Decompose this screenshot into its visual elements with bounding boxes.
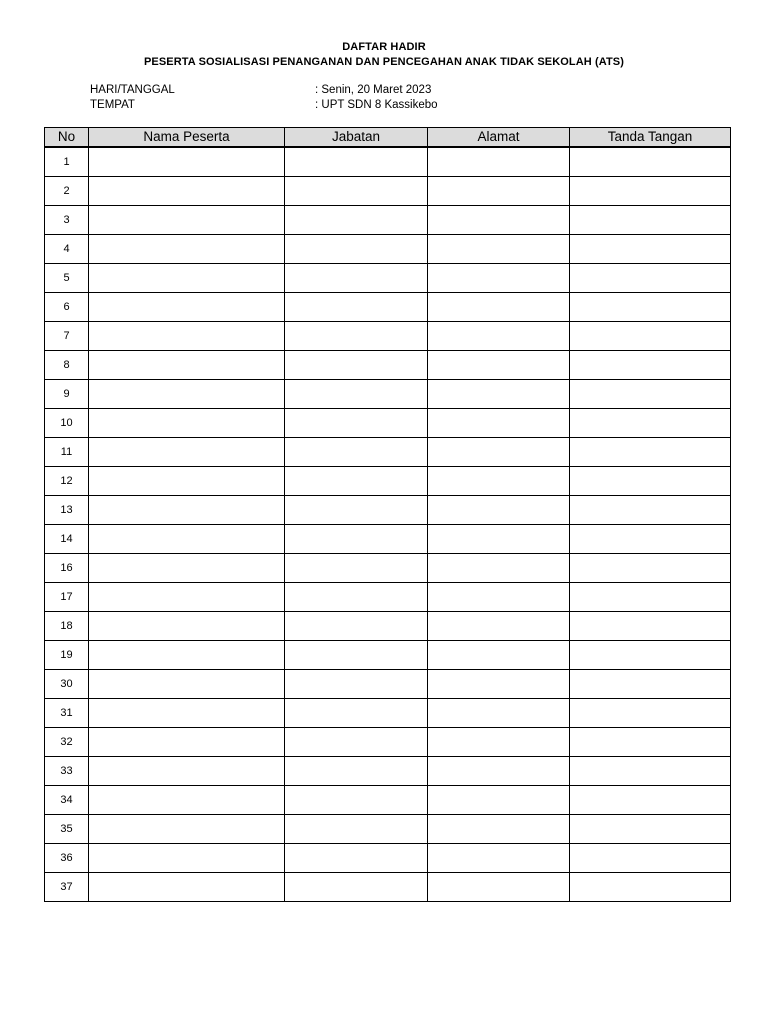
- address-cell[interactable]: [428, 496, 570, 525]
- row-number: 7: [45, 322, 89, 351]
- position-cell[interactable]: [285, 293, 428, 322]
- row-number: 19: [45, 641, 89, 670]
- row-number: 17: [45, 583, 89, 612]
- position-cell[interactable]: [285, 177, 428, 206]
- row-number: 3: [45, 206, 89, 235]
- name-cell[interactable]: [89, 467, 285, 496]
- table-row: [45, 264, 731, 293]
- document-subtitle: PESERTA SOSIALISASI PENANGANAN DAN PENCEGAHAN ANAK TIDAK SEKOLAH (ATS): [143, 56, 625, 68]
- address-cell[interactable]: [428, 147, 570, 177]
- position-cell[interactable]: [285, 554, 428, 583]
- name-cell[interactable]: [89, 351, 285, 380]
- row-number: 1: [45, 147, 89, 177]
- table-row: [45, 641, 731, 670]
- column-header-name: Nama Peserta: [89, 128, 285, 148]
- signature-cell[interactable]: [570, 728, 731, 757]
- name-cell[interactable]: [89, 815, 285, 844]
- table-row: [45, 554, 731, 583]
- address-cell[interactable]: [428, 583, 570, 612]
- position-cell[interactable]: [285, 670, 428, 699]
- address-cell[interactable]: [428, 380, 570, 409]
- name-cell[interactable]: [89, 322, 285, 351]
- address-cell[interactable]: [428, 206, 570, 235]
- name-cell[interactable]: [89, 670, 285, 699]
- signature-cell[interactable]: [570, 757, 731, 786]
- position-cell[interactable]: [285, 641, 428, 670]
- row-number: 2: [45, 177, 89, 206]
- position-cell[interactable]: [285, 757, 428, 786]
- name-cell[interactable]: [89, 757, 285, 786]
- column-header-no: No: [45, 128, 89, 148]
- address-cell[interactable]: [428, 322, 570, 351]
- table-row: [45, 873, 731, 902]
- row-number: 13: [45, 496, 89, 525]
- signature-cell[interactable]: [570, 293, 731, 322]
- signature-cell[interactable]: [570, 641, 731, 670]
- day-date-label: HARI/TANGGAL: [90, 84, 175, 96]
- table-row: [45, 409, 731, 438]
- name-cell[interactable]: [89, 786, 285, 815]
- table-row: [45, 699, 731, 728]
- address-cell[interactable]: [428, 264, 570, 293]
- row-number: 30: [45, 670, 89, 699]
- row-number: 11: [45, 438, 89, 467]
- row-number: 4: [45, 235, 89, 264]
- signature-cell[interactable]: [570, 844, 731, 873]
- name-cell[interactable]: [89, 264, 285, 293]
- address-cell[interactable]: [428, 293, 570, 322]
- table-row: [45, 351, 731, 380]
- row-number: 16: [45, 554, 89, 583]
- signature-cell[interactable]: [570, 235, 731, 264]
- table-row: [45, 380, 731, 409]
- signature-cell[interactable]: [570, 409, 731, 438]
- position-cell[interactable]: [285, 467, 428, 496]
- row-number: 10: [45, 409, 89, 438]
- day-date-value: : Senin, 20 Maret 2023: [315, 84, 432, 96]
- name-cell[interactable]: [89, 641, 285, 670]
- name-cell[interactable]: [89, 380, 285, 409]
- row-number: 5: [45, 264, 89, 293]
- address-cell[interactable]: [428, 873, 570, 902]
- address-cell[interactable]: [428, 815, 570, 844]
- position-cell[interactable]: [285, 496, 428, 525]
- address-cell[interactable]: [428, 641, 570, 670]
- address-cell[interactable]: [428, 409, 570, 438]
- address-cell[interactable]: [428, 235, 570, 264]
- table-row: [45, 612, 731, 641]
- row-number: 9: [45, 380, 89, 409]
- address-cell[interactable]: [428, 699, 570, 728]
- address-cell[interactable]: [428, 786, 570, 815]
- name-cell[interactable]: [89, 583, 285, 612]
- signature-cell[interactable]: [570, 467, 731, 496]
- address-cell[interactable]: [428, 351, 570, 380]
- row-number: 12: [45, 467, 89, 496]
- row-number: 6: [45, 293, 89, 322]
- position-cell[interactable]: [285, 583, 428, 612]
- name-cell[interactable]: [89, 728, 285, 757]
- position-cell[interactable]: [285, 728, 428, 757]
- table-row: [45, 786, 731, 815]
- row-number: 37: [45, 873, 89, 902]
- row-number: 31: [45, 699, 89, 728]
- name-cell[interactable]: [89, 612, 285, 641]
- row-number: 33: [45, 757, 89, 786]
- name-cell[interactable]: [89, 409, 285, 438]
- position-cell[interactable]: [285, 699, 428, 728]
- signature-cell[interactable]: [570, 322, 731, 351]
- name-cell[interactable]: [89, 525, 285, 554]
- column-header-position: Jabatan: [285, 128, 428, 148]
- position-cell[interactable]: [285, 438, 428, 467]
- column-header-address: Alamat: [428, 128, 570, 148]
- name-cell[interactable]: [89, 438, 285, 467]
- table-row: [45, 728, 731, 757]
- table-header-row: [45, 128, 731, 148]
- position-cell[interactable]: [285, 409, 428, 438]
- address-cell[interactable]: [428, 612, 570, 641]
- table-row: [45, 293, 731, 322]
- position-cell[interactable]: [285, 525, 428, 554]
- position-cell[interactable]: [285, 322, 428, 351]
- place-value: : UPT SDN 8 Kassikebo: [315, 99, 438, 111]
- position-cell[interactable]: [285, 235, 428, 264]
- table-row: [45, 177, 731, 206]
- address-cell[interactable]: [428, 525, 570, 554]
- table-row: [45, 496, 731, 525]
- table-row: [45, 206, 731, 235]
- address-cell[interactable]: [428, 757, 570, 786]
- position-cell[interactable]: [285, 612, 428, 641]
- signature-cell[interactable]: [570, 815, 731, 844]
- name-cell[interactable]: [89, 873, 285, 902]
- row-number: 18: [45, 612, 89, 641]
- document-title: DAFTAR HADIR: [342, 41, 426, 53]
- name-cell[interactable]: [89, 293, 285, 322]
- name-cell[interactable]: [89, 177, 285, 206]
- signature-cell[interactable]: [570, 525, 731, 554]
- name-cell[interactable]: [89, 554, 285, 583]
- address-cell[interactable]: [428, 467, 570, 496]
- row-number: 32: [45, 728, 89, 757]
- table-body: [45, 147, 731, 902]
- signature-cell[interactable]: [570, 380, 731, 409]
- position-cell[interactable]: [285, 380, 428, 409]
- table-row: [45, 235, 731, 264]
- signature-cell[interactable]: [570, 873, 731, 902]
- address-cell[interactable]: [428, 177, 570, 206]
- signature-cell[interactable]: [570, 206, 731, 235]
- name-cell[interactable]: [89, 844, 285, 873]
- table-row: [45, 467, 731, 496]
- row-number: 34: [45, 786, 89, 815]
- name-cell[interactable]: [89, 699, 285, 728]
- position-cell[interactable]: [285, 351, 428, 380]
- signature-cell[interactable]: [570, 554, 731, 583]
- name-cell[interactable]: [89, 206, 285, 235]
- attendance-table: [44, 127, 731, 902]
- position-cell[interactable]: [285, 147, 428, 177]
- position-cell[interactable]: [285, 873, 428, 902]
- table-row: [45, 583, 731, 612]
- signature-cell[interactable]: [570, 147, 731, 177]
- position-cell[interactable]: [285, 264, 428, 293]
- table-row: [45, 525, 731, 554]
- name-cell[interactable]: [89, 147, 285, 177]
- table-row: [45, 147, 731, 177]
- table-row: [45, 757, 731, 786]
- signature-cell[interactable]: [570, 438, 731, 467]
- signature-cell[interactable]: [570, 612, 731, 641]
- table-row: [45, 670, 731, 699]
- place-label: TEMPAT: [90, 99, 135, 111]
- table-row: [45, 844, 731, 873]
- row-number: 35: [45, 815, 89, 844]
- row-number: 36: [45, 844, 89, 873]
- address-cell[interactable]: [428, 728, 570, 757]
- address-cell[interactable]: [428, 670, 570, 699]
- signature-cell[interactable]: [570, 351, 731, 380]
- signature-cell[interactable]: [570, 264, 731, 293]
- address-cell[interactable]: [428, 844, 570, 873]
- position-cell[interactable]: [285, 206, 428, 235]
- row-number: 8: [45, 351, 89, 380]
- row-number: 14: [45, 525, 89, 554]
- signature-cell[interactable]: [570, 670, 731, 699]
- position-cell[interactable]: [285, 815, 428, 844]
- address-cell[interactable]: [428, 554, 570, 583]
- signature-cell[interactable]: [570, 177, 731, 206]
- signature-cell[interactable]: [570, 699, 731, 728]
- table-row: [45, 322, 731, 351]
- table-row: [45, 815, 731, 844]
- position-cell[interactable]: [285, 844, 428, 873]
- table-row: [45, 438, 731, 467]
- signature-cell[interactable]: [570, 786, 731, 815]
- name-cell[interactable]: [89, 496, 285, 525]
- column-header-signature: Tanda Tangan: [570, 128, 731, 148]
- address-cell[interactable]: [428, 438, 570, 467]
- signature-cell[interactable]: [570, 583, 731, 612]
- position-cell[interactable]: [285, 786, 428, 815]
- signature-cell[interactable]: [570, 496, 731, 525]
- name-cell[interactable]: [89, 235, 285, 264]
